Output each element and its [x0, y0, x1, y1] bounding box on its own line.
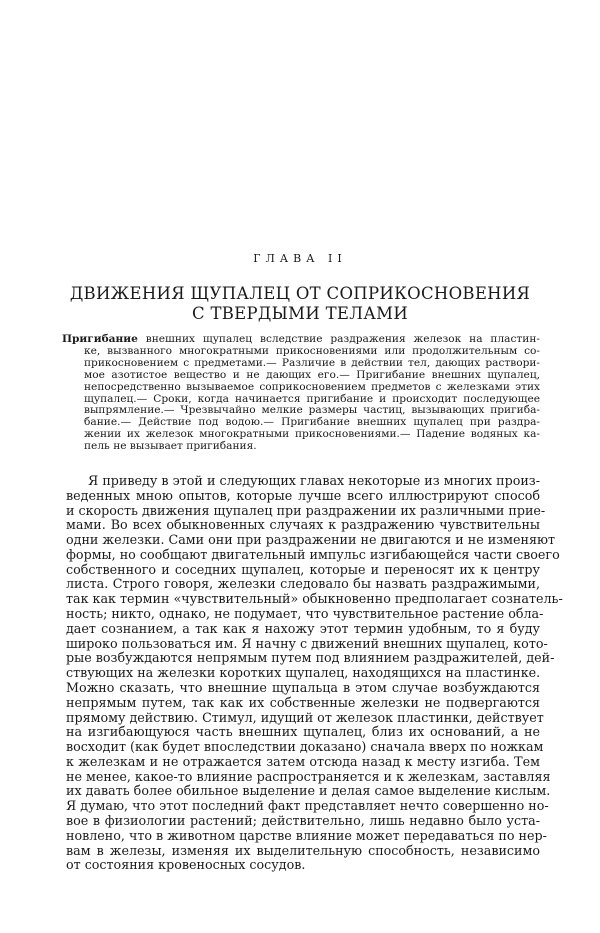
summary-line-text: внешних щупалец вследствие раздражения железок на пластин- — [137, 333, 540, 345]
body-line: вам в железы, изменяя их выделительную способность, независимо — [66, 842, 540, 858]
body-line: не менее, какое-то влияние распространяется и к железкам, заставляя — [66, 768, 551, 784]
body-line: их давать более обильное выделение и делая самое выделение кислым. — [66, 783, 551, 799]
summary-line: щупалец.— Сроки, когда начинается пригибание и происходит последующее — [84, 392, 540, 405]
summary-line: бание.— Действие под водою.— Пригибание внешних щупалец при раздра- — [84, 416, 540, 429]
body-line: Можно сказать, что внешние щупальца в этом случае возбуждаются — [66, 679, 540, 695]
body-line: от состояния кровеносных сосудов. — [66, 857, 306, 873]
body-line: к железкам и не отражается затем отсюда назад к месту изгиба. Тем — [66, 753, 540, 769]
body-line: одни железки. Сами они при раздражении не двигаются и не изменяют — [66, 532, 556, 548]
summary-line: жении их железок многократными прикосновениями.— Падение водяных ка- — [84, 428, 540, 441]
summary-line: прикосновением с предметами.— Различие в действии тел, дающих раствори- — [84, 356, 540, 369]
body-line: собственного и соседних щупалец, которые и переносят их к центру — [66, 561, 540, 577]
chapter-title-line-1: ДВИЖЕНИЯ ЩУПАЛЕЦ ОТ СОПРИКОСНОВЕНИЯ — [69, 284, 531, 303]
summary-line: ке, вызванного многократными прикосновениями или продолжительным со- — [84, 344, 540, 357]
body-line: вое в физиологии растений; действительно, лишь недавно было уста- — [66, 812, 540, 828]
summary-lead-word: Пригибание — [62, 333, 138, 345]
body-line: непрямым путем, так как их собственные железки не подвергаются — [66, 694, 540, 710]
chapter-heading: ГЛАВА II — [253, 252, 347, 265]
body-line: рые возбуждаются непрямым путем под влиянием раздражителей, дей- — [66, 650, 555, 666]
body-line: формы, но сообщают двигательный импульс изгибающейся части своего — [66, 546, 560, 562]
body-line: так как термин «чувствительный» обыкновенно предполагает сознатель- — [66, 591, 563, 607]
summary-line: выпрямление.— Чрезвычайно мелкие размеры частиц, вызывающих пригиба- — [84, 404, 540, 417]
body-line: прямому действию. Стимул, идущий от железок пластинки, действует — [66, 709, 544, 725]
summary-line: пель не вызывает пригибания. — [84, 440, 257, 453]
body-line: ствующих на железки коротких щупалец, находящихся на пластинке. — [66, 665, 541, 681]
body-line: Я думаю, что этот последний факт представляет нечто совершенно но- — [66, 798, 549, 814]
body-line: Я приведу в этой и следующих главах некоторые из многих произ- — [88, 473, 540, 488]
body-line: мами. Во всех обыкновенных случаях к раздражению чувствительны — [66, 517, 540, 533]
summary-line: мое азотистое вещество и не дающих его.— Пригибание внешних щупалец, — [84, 368, 540, 381]
summary-line: непосредственно вызываемое соприкосновением предметов с железками этих — [84, 380, 540, 393]
body-line: на изгибающуюся часть внешних щупалец, близ их оснований, а не — [66, 724, 540, 740]
body-text — [66, 473, 563, 873]
chapter-summary — [62, 334, 540, 453]
body-line: дает сознанием, а так как я нахожу этот термин удобным, то я буду — [66, 620, 540, 636]
body-line: широко пользоваться им. Я начну с движений внешних щупалец, кото- — [66, 635, 548, 651]
body-line: новлено, что в животном царстве влияние может передаваться по нер- — [66, 827, 547, 843]
body-line: листа. Строго говоря, железки следовало бы назвать раздражимыми, — [66, 576, 540, 592]
body-line: ность; никто, однако, не подумает, что чувствительное растение обла- — [66, 606, 544, 622]
body-line: веденных мною опытов, которые лучше всего иллюстрируют способ — [66, 487, 540, 503]
chapter-title-line-2: С ТВЕРДЫМИ ТЕЛАМИ — [191, 304, 409, 323]
body-line: восходит (как будет впоследствии доказано) сначала вверх по ножкам — [66, 739, 544, 755]
body-line: и скорость движения щупалец при раздражении их различными прие- — [66, 502, 546, 518]
